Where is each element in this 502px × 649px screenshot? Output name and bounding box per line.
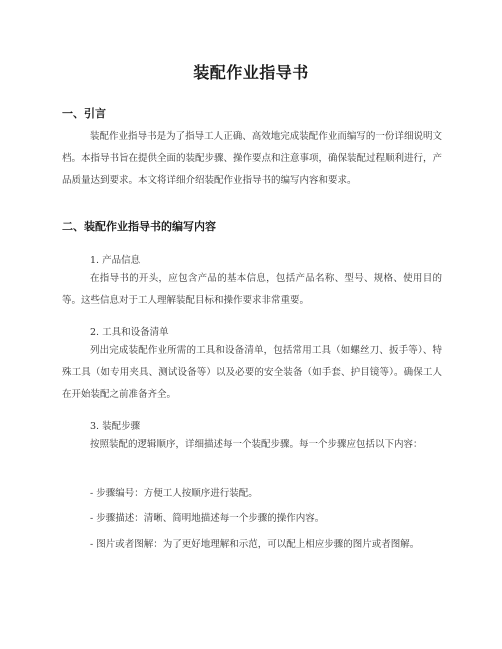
item-label-steps: 3. 装配步骤 — [90, 421, 141, 432]
document-title: 装配作业指导书 — [193, 63, 309, 82]
introduction-paragraph: 装配作业指导书是为了指导工人正确、高效地完成装配作业而编写的一份详细说明文档。本指导书旨在提供全面的装配步骤、操作要点和注意事项，确保装配过程顺利进行，产品质量达到要求。本文将详细介绍装配作业指导书的编写内容和要求。 — [62, 131, 443, 186]
bullet-step-number: - 步骤编号：方便工人按顺序进行装配。 — [90, 488, 258, 499]
bullet-step-description: - 步骤描述：清晰、简明地描述每一个步骤的操作内容。 — [90, 513, 325, 524]
section-heading-introduction: 一、引言 — [62, 107, 106, 120]
item-text-tools: 列出完成装配作业所需的工具和设备清单，包括常用工具（如螺丝刀、扳手等）、特殊工具（如专用夹具、测试设备等）以及必要的安全装备（如手套、护目镜等）。确保工人在开始装配之前准备齐全。 — [62, 345, 442, 400]
item-text-steps: 按照装配的逻辑顺序，详细描述每一个装配步骤。每一个步骤应包括以下内容： — [90, 439, 423, 450]
item-label-product-info: 1. 产品信息 — [90, 255, 141, 266]
item-label-tools: 2. 工具和设备清单 — [90, 327, 169, 338]
section-heading-content: 二、装配作业指导书的编写内容 — [62, 220, 216, 233]
bullet-step-images: - 图片或者图解：为了更好地理解和示范，可以配上相应步骤的图片或者图解。 — [90, 539, 420, 550]
item-text-product-info: 在指导书的开头，应包含产品的基本信息，包括产品名称、型号、规格、使用目的等。这些信息对于工人理解装配目标和操作要求非常重要。 — [62, 273, 442, 306]
